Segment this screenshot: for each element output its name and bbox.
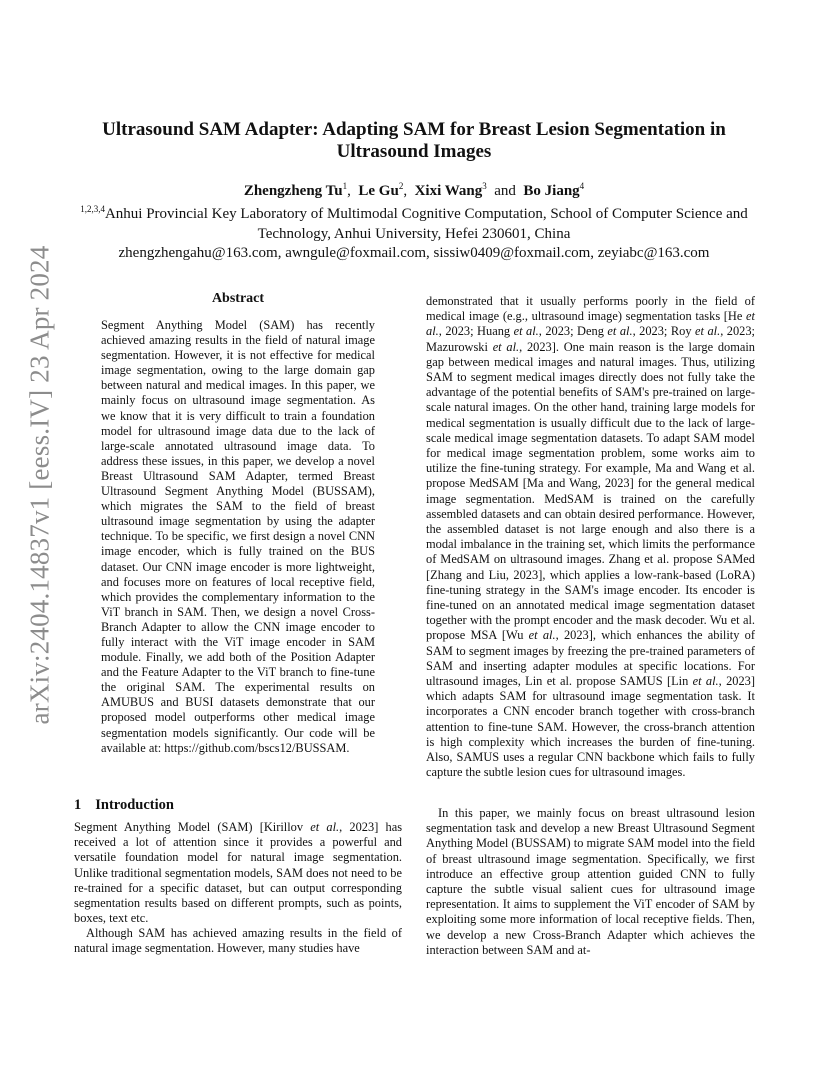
author-affiliation-mark: 2: [398, 181, 404, 191]
text-italic: et al.: [426, 309, 755, 339]
paper-title: Ultrasound SAM Adapter: Adapting SAM for Breast Lesion Segmentation in Ultrasound Images: [102, 119, 726, 162]
author-separator: ,: [403, 183, 408, 199]
text-run: , 2023; Mazurowski: [426, 324, 755, 354]
author-name: Bo Jiang: [523, 183, 580, 199]
text-italic: et al.: [310, 820, 340, 834]
author-affiliation-mark: 1: [342, 181, 348, 191]
author-affiliation-mark: 4: [579, 181, 585, 191]
intro-paragraph-1: [74, 820, 402, 926]
author-affiliation-mark: 3: [482, 181, 487, 191]
author-name: Xixi Wang: [414, 183, 483, 199]
text-italic: et al.: [692, 674, 719, 689]
right-column-paragraph-2: In this paper, we mainly focus on breast ultrasound lesion segmentation task and develop a new Breast Ultrasound Segment Anything Model (BUSSAM) to migrate SAM model into the field of breast ultrasound image segmentation. Specifically, we first introduce an effective group attention guided CNN to fully capture the subtle visual salient cues for ultrasound image representation. It aims to supplement the ViT encoder of SAM by exploiting some more information of local receptive fields. Then, we develop a new Cross-Branch Adapter which achieves the interaction between SAM and at-: [426, 806, 755, 957]
text-run: , 2023] which adapts SAM for ultrasound image segmentation task. It incorporates a CNN encoder branch together with cross-branch attention to fine-tune SAM. However, the cross-branch attention is high complexity which increases the burden of fine-tuning. Also, SAMUS uses a regular CNN backbone which fails to fully capture the subtle lesion cues for ultrasound images.: [426, 674, 755, 780]
text-run: , 2023], which enhances the ability of SAM to segment images by freezing the pre-trained parameters of SAM and inserting adapter modules at specific locations. For ultrasound images, Lin et al. propose SAMUS [Lin: [426, 628, 756, 689]
text-run: , 2023] has received a lot of attention since it provides a powerful and versatile foundation model for natural image segmentation. Unlike traditional segmentation models, SAM does not need to be re-trained for a specific dataset, but can output corresponding segmentation results based on different prompts, such as points, boxes, text etc.: [74, 820, 403, 926]
text-run: , 2023; Deng: [538, 324, 608, 339]
author-emails: zhengzhengahu@163.com, awngule@foxmail.com, sissiw0409@foxmail.com, zeyiabc@163.com: [118, 245, 710, 261]
affiliation-text: Anhui Provincial Key Laboratory of Multimodal Cognitive Computation, School of Computer Science and Technology, Anhui University, Hefei 230601, China: [104, 206, 748, 242]
text-run: Segment Anything Model (SAM) [Kirillov: [74, 820, 311, 834]
right-column-paragraph-1: [426, 294, 755, 781]
text-run: , 2023; Roy: [632, 324, 696, 339]
text-italic: et al.: [607, 324, 633, 339]
arxiv-identifier: arXiv:2404.14837v1 [eess.IV] 23 Apr 2024: [24, 245, 55, 725]
author-separator: ,: [347, 183, 351, 199]
author-and: and: [494, 183, 516, 199]
author-name: Le Gu: [358, 183, 399, 199]
section-heading-introduction: [74, 797, 404, 814]
text-italic: et al.: [513, 324, 539, 339]
abstract-body: Segment Anything Model (SAM) has recently achieved amazing results in the field of natural image segmentation. However, it is not effective for medical image segmentation, owing to the large domain gap between natural and medical images. In this paper, we mainly focus on ultrasound image segmentation. As we know that it is very difficult to train a foundation model for ultrasound image data due to the lack of large-scale annotated ultrasound image data. To address these issues, in this paper, we develop a novel Breast Ultrasound SAM Adapter, termed Breast Ultrasound Segment Anything Model (BUSSAM), which migrates the SAM to the field of breast ultrasound image segmentation by using the adapter technique. To be specific, we first design a novel CNN image encoder, which is fully trained on the BUS dataset. Our CNN image encoder is more lightweight, and focuses more on features of local receptive field, which provides the complementary information to the ViT branch in SAM. Then, we design a novel Cross-Branch Adapter to allow the CNN image encoder to fully interact with the ViT image encoder in SAM module. Finally, we add both of the Position Adapter and the Feature Adapter to the ViT branch to fine-tune the original SAM. The experimental results on AMUBUS and BUSI datasets demonstrate that our proposed model outperforms other medical image segmentation models significantly. Our code will be available at: https://github.com/bscs12/BUSSAM.: [101, 318, 375, 755]
arxiv-identifier-sidebar: [0, 0, 60, 1072]
text-run: demonstrated that it usually performs poorly in the field of medical image (e.g., ultrasound image) segmentation tasks [He: [426, 294, 755, 324]
author-name: Zhengzheng Tu: [243, 183, 343, 199]
affiliation: [74, 205, 754, 244]
text-italic: et al.: [492, 339, 520, 354]
section-number: 1: [74, 797, 82, 813]
author-list: [74, 181, 754, 201]
affiliation-marks: 1,2,3,4: [80, 204, 105, 214]
text-italic: et al.: [695, 324, 721, 339]
text-run: , 2023; Huang: [438, 324, 514, 339]
text-run: , 2023]. One main reason is the large domain gap between medical images and natural images. Thus, utilizing SAM to segment medical images directly does not fully take the advantage of the potential benefits of SAM's pre-trained on large-scale natural images. On the other hand, training large models for medical segmentation is usually difficult due to the lack of large-scale medical image segmentation datasets. To adapt SAM model for medical image segmentation problem, some works aim to utilize the fine-tuning strategy. For example, Ma and Wang et al. propose MedSAM [Ma and Wang, 2023] for the general medical image segmentation. MedSAM is trained on the carefully assembled datasets and can obtain desired performance. However, the assembled dataset is not large enough and also there is a modal imbalance in the training set, which limits the performance of MedSAM on ultrasound images. Zhang et al. propose SAMed [Zhang and Liu, 2023], which applies a low-rank-based (LoRA) fine-tuning strategy in the SAM's image encoder. Its encoder is fine-tuned on an annotated medical image segmentation dataset together with the prompt encoder and the mask decoder. Wu et al. propose MSA [Wu: [426, 339, 755, 643]
intro-paragraph-2: Although SAM has achieved amazing results in the field of natural image segmentation. However, many studies have: [74, 926, 402, 956]
section-title: Introduction: [95, 797, 174, 813]
abstract-heading: Abstract: [211, 291, 265, 306]
text-italic: et al.: [528, 628, 556, 643]
